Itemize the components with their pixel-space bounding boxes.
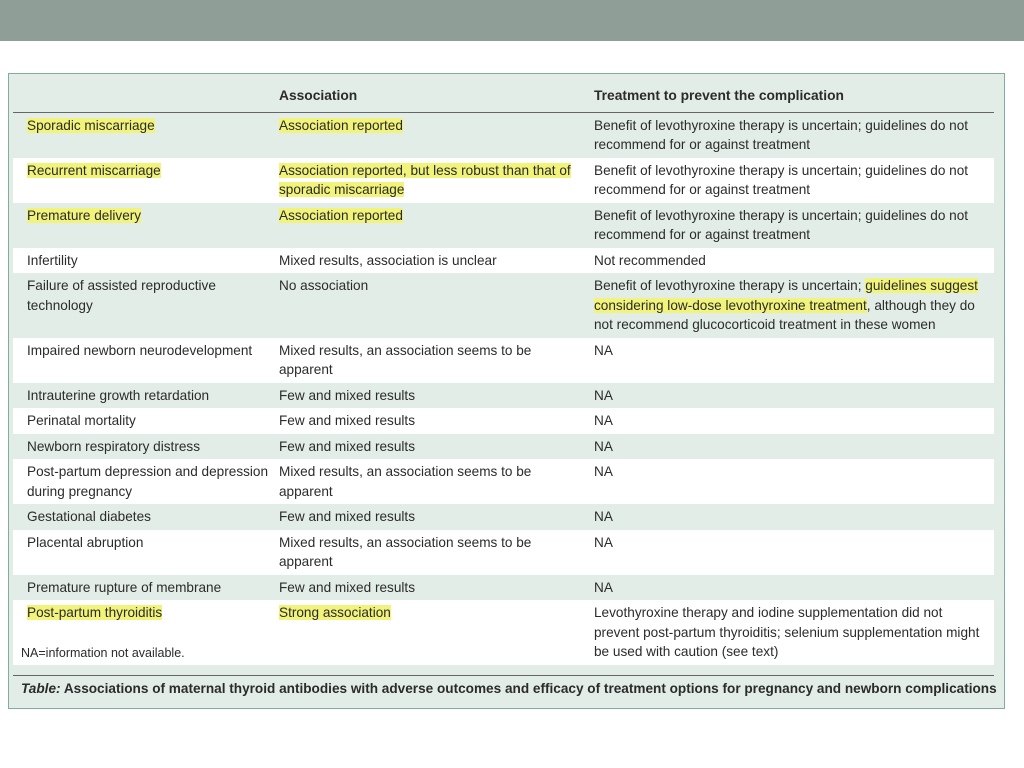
treatment-cell: NA [594, 408, 994, 434]
outcome-cell: Infertility [13, 248, 279, 274]
association-cell: Few and mixed results [279, 509, 415, 524]
table-row [13, 203, 994, 248]
association-text: Strong association [279, 605, 391, 620]
table-row [13, 383, 994, 409]
outcome-text: Recurrent miscarriage [27, 162, 161, 178]
outcome-cell: Placental abruption [13, 530, 279, 575]
outcome-cell [13, 203, 279, 248]
outcome-cell: Gestational diabetes [27, 509, 151, 524]
treatment-cell: Benefit of levothyroxine therapy is uncertain; guidelines do not recommend for or against treatment [594, 158, 994, 203]
table-row [13, 158, 994, 203]
treatment-cell: NA [594, 459, 994, 504]
header-outcome [13, 80, 279, 112]
treatment-cell: NA [594, 530, 994, 575]
association-cell [279, 203, 594, 248]
slide-top-bar [0, 0, 1024, 41]
table-row [13, 434, 994, 460]
outcome-cell: Impaired newborn neurodevelopment [13, 338, 279, 383]
treatment-cell: Not recommended [594, 248, 994, 274]
association-cell [279, 158, 594, 203]
association-cell: Few and mixed results [279, 387, 415, 403]
header-treatment: Treatment to prevent the complication [594, 80, 994, 112]
association-text: Association reported [279, 207, 403, 223]
outcome-cell: Failure of assisted reproductive technology [27, 278, 216, 313]
table-row [13, 408, 994, 434]
outcome-cell [13, 158, 279, 203]
association-cell: Mixed results, an association seems to be apparent [279, 459, 594, 504]
outcome-cell: Newborn respiratory distress [27, 438, 201, 454]
table-row [13, 575, 994, 601]
outcome-text: Post-partum thyroiditis [27, 605, 163, 620]
table-row [13, 504, 994, 530]
association-cell: Few and mixed results [279, 438, 415, 454]
association-cell: Few and mixed results [279, 408, 594, 434]
outcome-cell: Perinatal mortality [13, 408, 279, 434]
association-cell: Mixed results, an association seems to be apparent [279, 338, 594, 383]
association-cell: No association [279, 278, 369, 293]
table-row [13, 112, 994, 158]
table-caption [21, 681, 996, 696]
association-cell [279, 600, 594, 665]
outcome-cell: Post-partum depression and depression during pregnancy [13, 459, 279, 504]
association-cell: Few and mixed results [279, 579, 415, 595]
outcome-cell: Premature rupture of membrane [27, 579, 222, 595]
treatment-cell: NA [594, 509, 613, 524]
thyroid-outcomes-table [13, 80, 994, 665]
header-association: Association [279, 80, 594, 112]
treatment-cell: NA [594, 387, 613, 403]
association-text: Association reported, but less robust than that of sporadic miscarriage [279, 162, 571, 197]
table-row [13, 459, 994, 504]
outcome-text: Premature delivery [27, 207, 142, 223]
association-cell: Mixed results, an association seems to be apparent [279, 530, 594, 575]
caption-label: Table: [21, 681, 61, 696]
outcome-cell [13, 112, 279, 158]
association-text: Association reported [279, 117, 403, 133]
table-row [13, 338, 994, 383]
treatment-text-part: Benefit of levothyroxine therapy is uncertain; [594, 278, 866, 293]
caption-divider [13, 675, 994, 676]
treatment-cell: Benefit of levothyroxine therapy is uncertain; guidelines do not recommend for or against treatment [594, 207, 969, 242]
treatment-cell: NA [594, 579, 613, 595]
table-row [13, 530, 994, 575]
table-row [13, 248, 994, 274]
treatment-cell: NA [594, 438, 613, 454]
caption-text: Associations of maternal thyroid antibodies with adverse outcomes and efficacy of treatment options for pregnancy and newborn complications [63, 681, 997, 696]
treatment-cell [594, 273, 994, 338]
association-cell: Mixed results, association is unclear [279, 248, 594, 274]
outcome-cell: Intrauterine growth retardation [27, 387, 210, 403]
table-footnote: NA=information not available. [21, 646, 185, 660]
table-header-row [13, 80, 994, 112]
treatment-cell: NA [594, 338, 994, 383]
treatment-cell: Levothyroxine therapy and iodine supplementation did not prevent post-partum thyroiditis; selenium supplementation might be used with caution (see text) [594, 600, 994, 665]
outcome-text: Sporadic miscarriage [27, 117, 155, 133]
association-cell [279, 112, 594, 158]
treatment-text-part: , although they do not recommend glucocorticoid treatment in these women [594, 297, 975, 332]
table-row [13, 273, 994, 338]
treatment-highlight: guidelines suggest considering low-dose levothyroxine treatment [594, 278, 978, 313]
treatment-cell: Benefit of levothyroxine therapy is uncertain; guidelines do not recommend for or against treatment [594, 117, 969, 152]
